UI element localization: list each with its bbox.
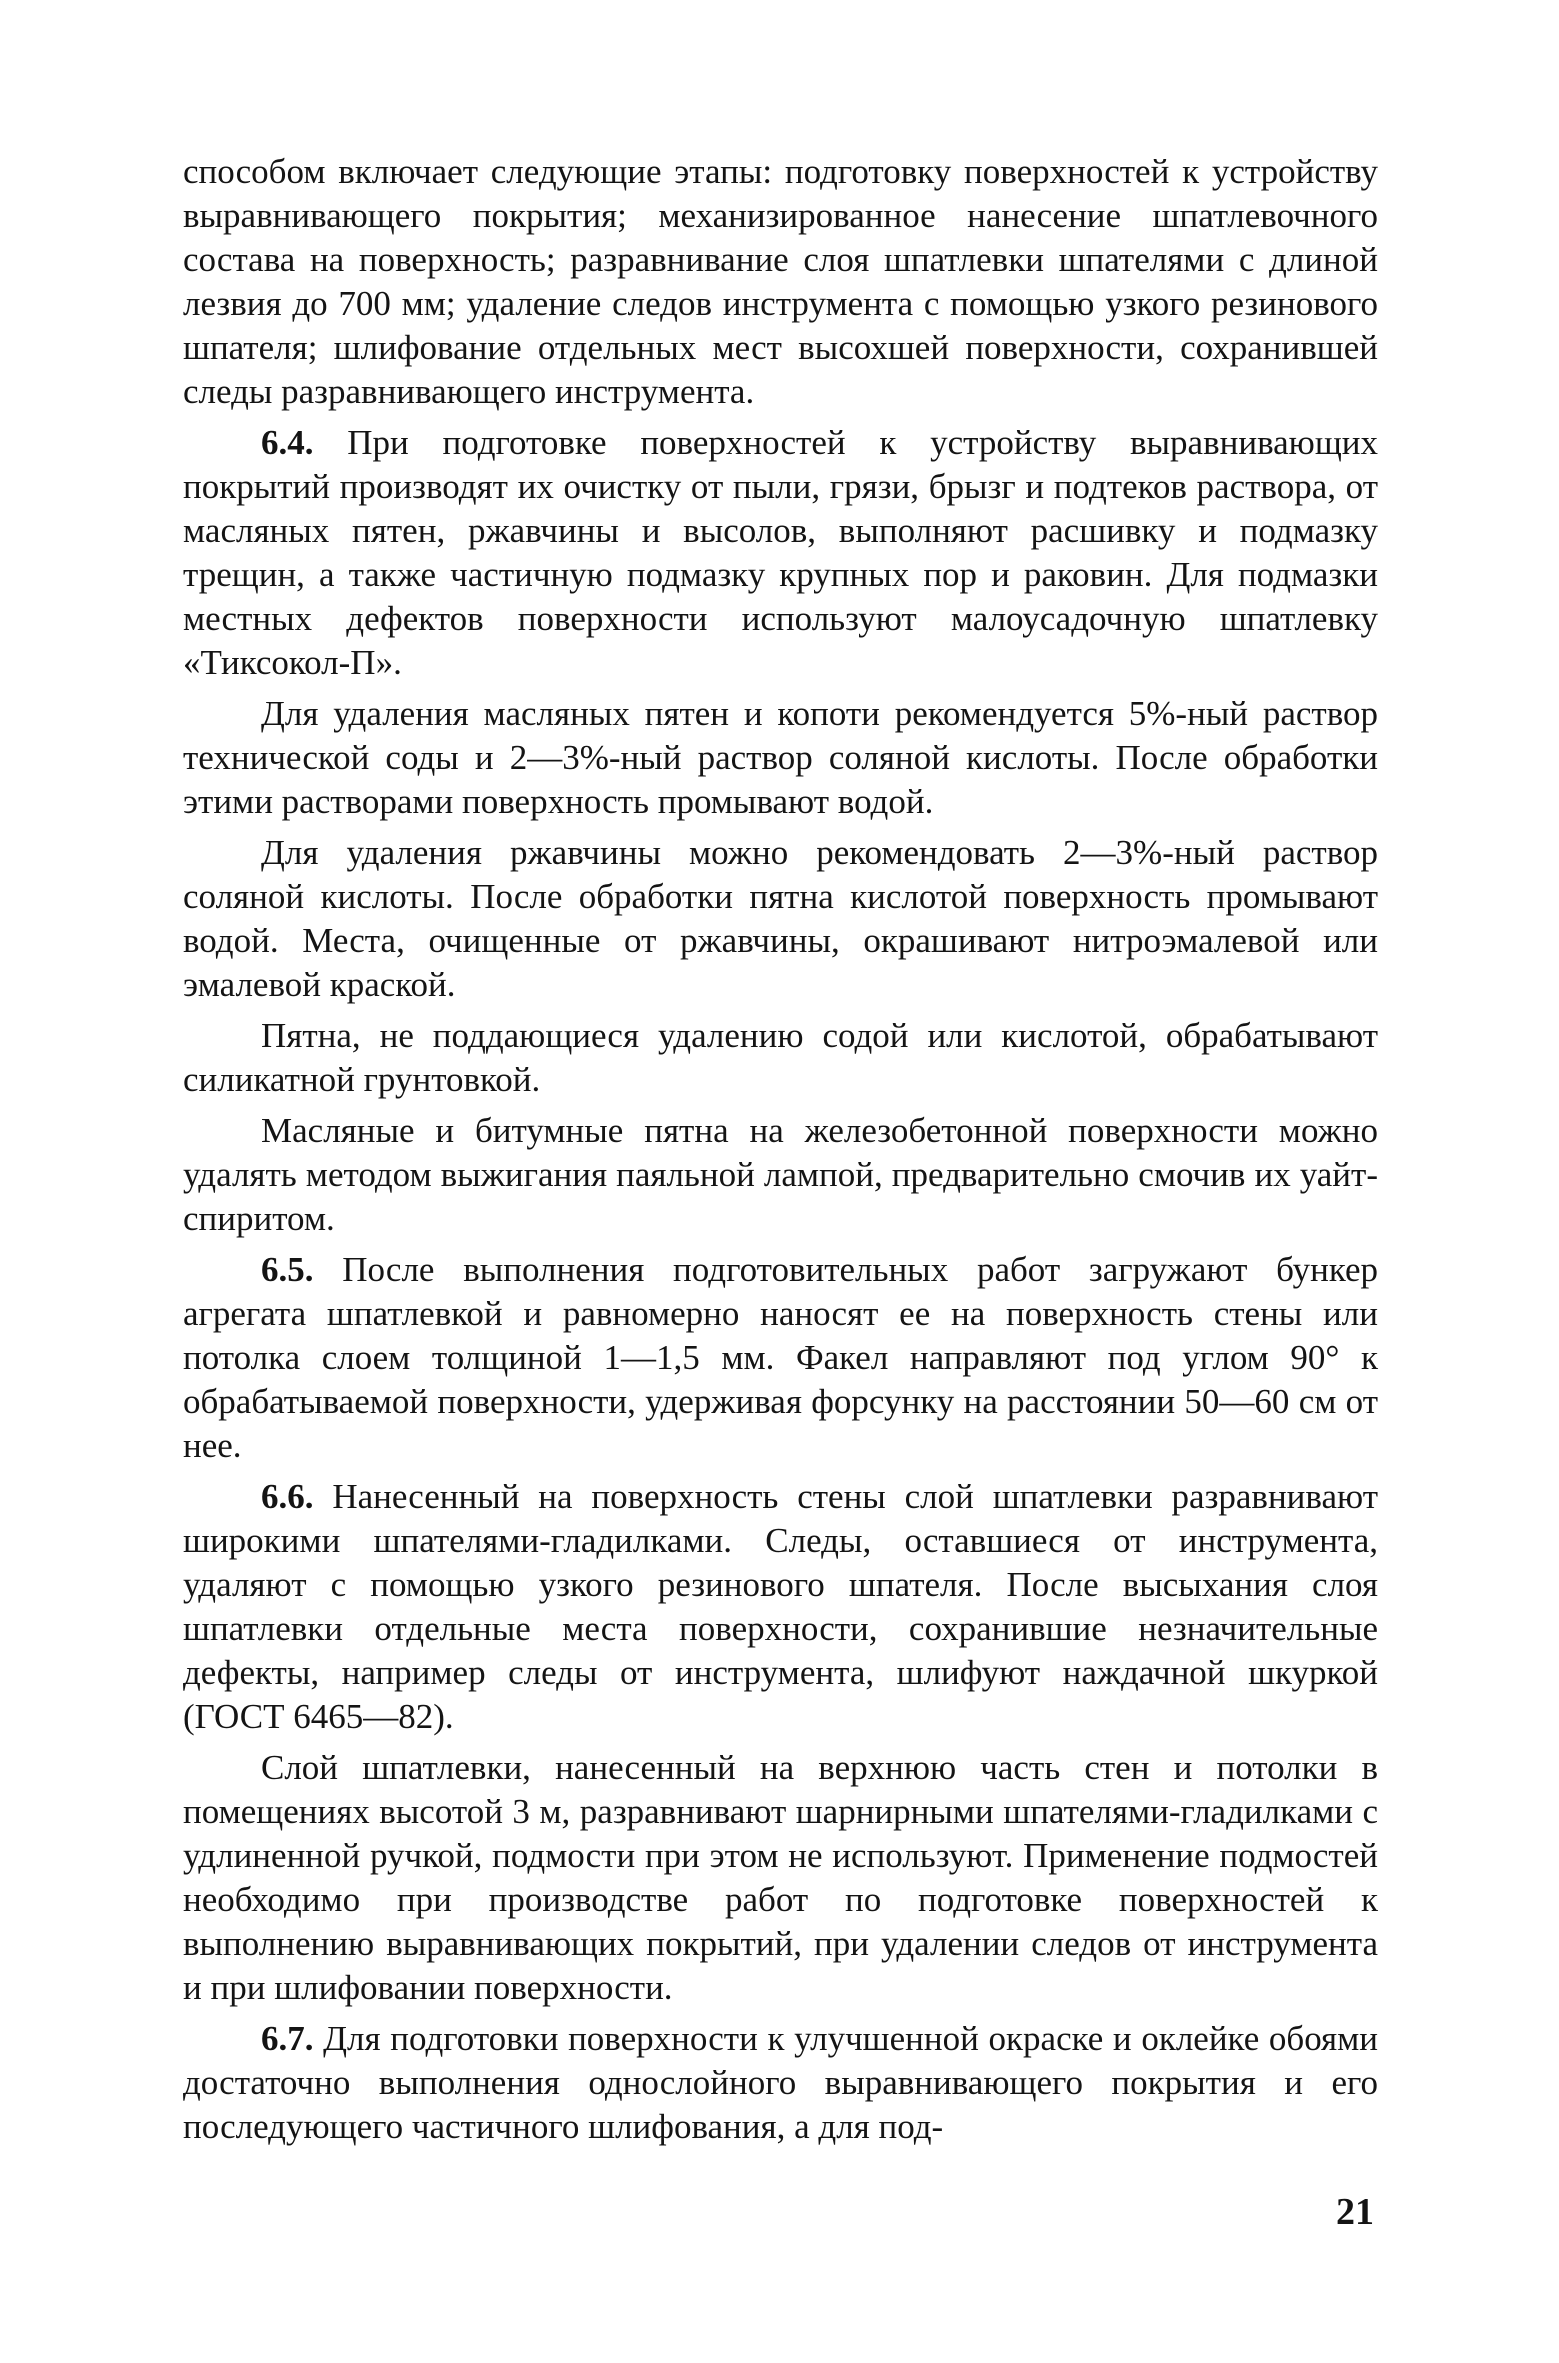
paragraph-6-4: [183, 421, 1378, 685]
paragraph-text: Для удаления масляных пятен и копоти рекомендуется 5%-ный раствор технической соды и 2—3%-ный раствор соляной кислоты. После обработки этими растворами поверхность промывают водой.: [183, 694, 1378, 821]
section-number: 6.5.: [261, 1250, 314, 1289]
document-page: [183, 150, 1378, 2156]
section-number: 6.4.: [261, 423, 314, 462]
paragraph-text: Пятна, не поддающиеся удалению содой или кислотой, обрабатывают силикатной грунтовкой.: [183, 1016, 1378, 1099]
paragraph-text: Нанесенный на поверхность стены слой шпатлевки разравнивают широкими шпателями-гладилками. Следы, оставшиеся от инструмента, удаляют с помощью узкого резинового шпателя. После высыхания слоя шпатлевки отдельные места поверхности, сохранившие незначительные дефекты, например следы от инструмента, шлифуют наждачной шкуркой (ГОСТ 6465—82).: [183, 1477, 1378, 1736]
section-number: 6.7.: [261, 2019, 314, 2058]
paragraph-text: Для удаления ржавчины можно рекомендовать 2—3%-ный раствор соляной кислоты. После обработки пятна кислотой поверхность промывают водой. Места, очищенные от ржавчины, окрашивают нитроэмалевой или эмалевой краской.: [183, 833, 1378, 1004]
paragraph-6-6: [183, 1475, 1378, 1739]
page-number: 21: [1336, 2191, 1374, 2233]
paragraph-oil-stains: [183, 692, 1378, 824]
paragraph-text: После выполнения подготовительных работ загружают бункер агрегата шпатлевкой и равномерно наносят ее на поверхность стены или потолка слоем толщиной 1—1,5 мм. Факел направляют под углом 90° к обрабатываемой поверхности, удерживая форсунку на расстоянии 50—60 см от нее.: [183, 1250, 1378, 1465]
paragraph-6-5: [183, 1248, 1378, 1468]
paragraph-continuation: [183, 150, 1378, 414]
paragraph-text: Масляные и битумные пятна на железобетонной поверхности можно удалять методом выжигания паяльной лампой, предварительно смочив их уайт-спиритом.: [183, 1111, 1378, 1238]
paragraph-text: Для подготовки поверхности к улучшенной окраске и оклейке обоями достаточно выполнения однослойного выравнивающего покрытия и его последующего частичного шлифования, а для под-: [183, 2019, 1379, 2146]
paragraph-6-7: [183, 2017, 1378, 2149]
paragraph-silicate-primer: [183, 1014, 1378, 1102]
paragraph-text: способом включает следующие этапы: подготовку поверхностей к устройству выравнивающего покрытия; механизированное нанесение шпатлевочного состава на поверхность; разравнивание слоя шпатлевки шпателями с длиной лезвия до 700 мм; удаление следов инструмента с помощью узкого резинового шпателя; шлифование отдельных мест высохшей поверхности, сохранившей следы разравнивающего инструмента.: [183, 152, 1378, 411]
paragraph-rust: [183, 831, 1378, 1007]
paragraph-text: При подготовке поверхностей к устройству выравнивающих покрытий производят их очистку от пыли, грязи, брызг и подтеков раствора, от масляных пятен, ржавчины и высолов, выполняют расшивку и подмазку трещин, а также частичную подмазку крупных пор и раковин. Для подмазки местных дефектов поверхности используют малоусадочную шпатлевку «Тиксокол-П».: [183, 423, 1378, 682]
paragraph-bitumen-stains: [183, 1109, 1378, 1241]
paragraph-scaffolding: [183, 1746, 1378, 2010]
paragraph-text: Слой шпатлевки, нанесенный на верхнюю часть стен и потолки в помещениях высотой 3 м, разравнивают шарнирными шпателями-гладилками с удлиненной ручкой, подмости при этом не используют. Применение подмостей необходимо при производстве работ по подготовке поверхностей к выполнению выравнивающих покрытий, при удалении следов от инструмента и при шлифовании поверхности.: [183, 1748, 1378, 2007]
section-number: 6.6.: [261, 1477, 314, 1516]
